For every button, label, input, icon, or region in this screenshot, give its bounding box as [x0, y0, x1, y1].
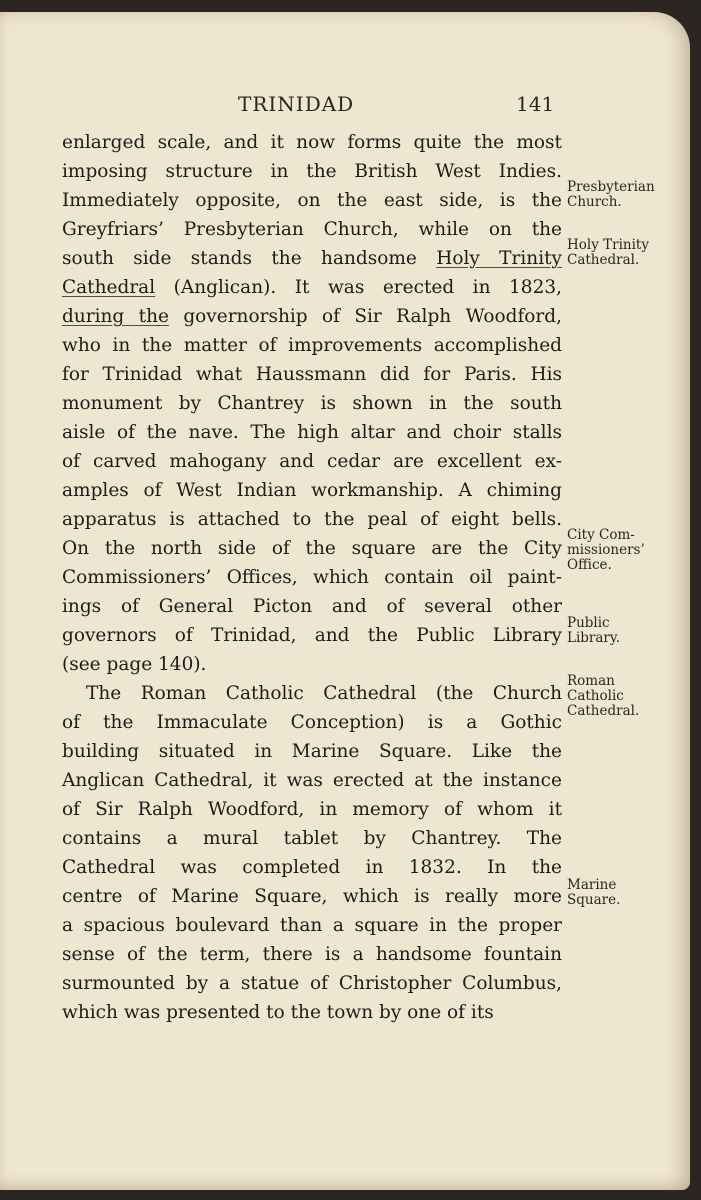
margin-note-line: missioners’ — [567, 542, 645, 558]
text-line: apparatus is attached to the peal of eight bells. — [62, 509, 562, 530]
text-segment: governorship of Sir Ralph Woodford, — [183, 306, 563, 327]
text-line: monument by Chantrey is shown in the south — [62, 393, 562, 414]
text-line: contains a mural tablet by Chantrey. The — [62, 828, 562, 849]
page-header — [0, 92, 560, 118]
running-title: TRINIDAD — [238, 92, 355, 116]
text-line: amples of West Indian workmanship. A chiming — [62, 480, 562, 501]
margin-note-city-commissioners — [567, 528, 687, 573]
text-line: governors of Trinidad, and the Public Library — [62, 625, 562, 646]
margin-note-roman-catholic — [567, 674, 687, 719]
margin-note-line: Marine — [567, 877, 617, 893]
text-line: imposing structure in the British West Indies. — [62, 161, 562, 182]
margin-note-holy-trinity — [567, 238, 687, 268]
margin-note-presbyterian — [567, 180, 687, 210]
text-line: sense of the term, there is a handsome fountain — [62, 944, 562, 965]
text-line: who in the matter of improvements accomplished — [62, 335, 562, 356]
text-line — [62, 273, 562, 302]
margin-note-line: Cathedral. — [567, 252, 640, 268]
margin-note-line: Roman — [567, 673, 615, 689]
underlined-holy-trinity: Holy Trinity — [436, 248, 562, 269]
margin-note-line: Cathedral. — [567, 703, 640, 719]
text-line: Greyfriars’ Presbyterian Church, while on the — [62, 219, 562, 240]
page-number: 141 — [516, 92, 555, 116]
margin-note-line: Office. — [567, 557, 612, 573]
body-text — [62, 128, 562, 1027]
text-line: aisle of the nave. The high altar and choir stalls — [62, 422, 562, 443]
text-line — [62, 302, 562, 331]
text-segment: south side stands the handsome — [62, 248, 417, 269]
text-line: Immediately opposite, on the east side, is the — [62, 190, 562, 211]
text-line: Commissioners’ Offices, which contain oil paint- — [62, 567, 562, 588]
text-line: On the north side of the square are the City — [62, 538, 562, 559]
text-line: The Roman Catholic Cathedral (the Church — [86, 683, 562, 704]
book-page — [0, 12, 690, 1190]
margin-note-line: Square. — [567, 892, 621, 908]
text-line: of the Immaculate Conception) is a Gothic — [62, 712, 562, 733]
margin-note-marine-square — [567, 878, 687, 908]
margin-note-line: Library. — [567, 630, 621, 646]
text-line: enlarged scale, and it now forms quite the most — [62, 132, 562, 153]
text-line: (see page 140). — [62, 654, 207, 675]
margin-note-line: Church. — [567, 194, 622, 210]
margin-note-line: Presbyterian — [567, 179, 655, 195]
text-line: Cathedral was completed in 1832. In the — [62, 857, 562, 878]
text-line: building situated in Marine Square. Like the — [62, 741, 562, 762]
margin-note-line: Catholic — [567, 688, 624, 704]
margin-note-line: Holy Trinity — [567, 237, 649, 253]
text-line: Anglican Cathedral, it was erected at the instance — [62, 770, 562, 791]
text-line: surmounted by a statue of Christopher Columbus, — [62, 973, 562, 994]
margin-note-line: Public — [567, 615, 610, 631]
text-line: for Trinidad what Haussmann did for Paris. His — [62, 364, 562, 385]
text-line: which was presented to the town by one of its — [62, 1002, 494, 1023]
text-line — [62, 244, 562, 273]
underlined-during-the: during the — [62, 306, 169, 327]
text-line: of Sir Ralph Woodford, in memory of whom it — [62, 799, 562, 820]
text-line: a spacious boulevard than a square in the proper — [62, 915, 562, 936]
text-line: of carved mahogany and cedar are excellent ex- — [62, 451, 562, 472]
text-segment: (Anglican). It was erected in 1823, — [173, 277, 562, 298]
underlined-cathedral: Cathedral — [62, 277, 156, 298]
text-line: ings of General Picton and of several other — [62, 596, 562, 617]
margin-note-public-library — [567, 616, 687, 646]
margin-note-line: City Com- — [567, 527, 635, 543]
text-line: centre of Marine Square, which is really more — [62, 886, 562, 907]
